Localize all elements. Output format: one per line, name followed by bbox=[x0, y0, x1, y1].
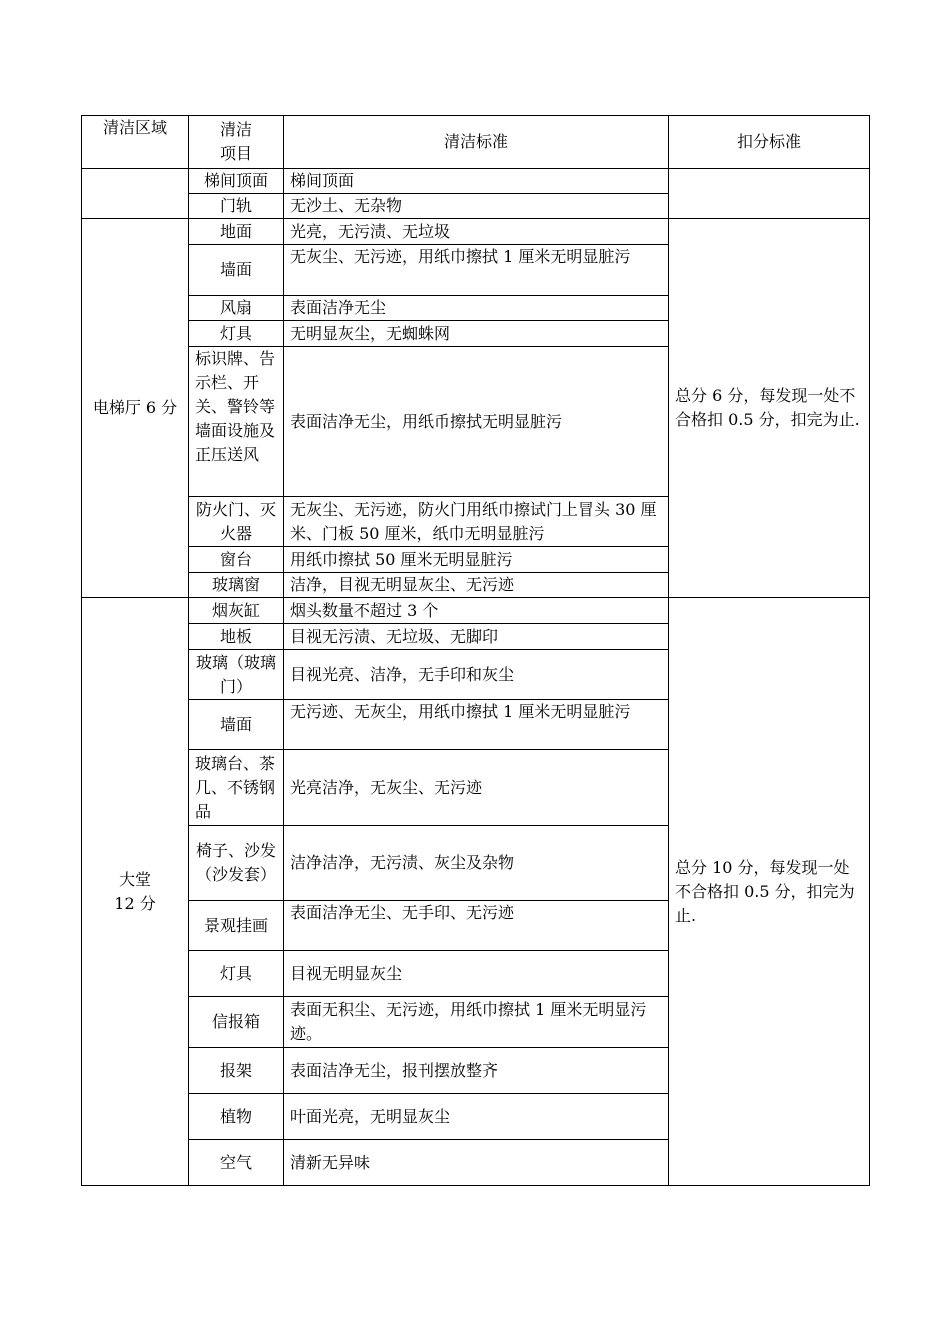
standard-cell: 叶面光亮，无明显灰尘 bbox=[284, 1094, 669, 1140]
standard-cell: 目视光亮、洁净，无手印和灰尘 bbox=[284, 650, 669, 700]
area-cell-stairs bbox=[82, 169, 189, 219]
standard-cell: 洁净，目视无明显灰尘、无污迹 bbox=[284, 573, 669, 598]
standard-cell: 无明显灰尘，无蜘蛛网 bbox=[284, 321, 669, 347]
item-cell: 烟灰缸 bbox=[189, 598, 284, 624]
item-cell: 景观挂画 bbox=[189, 901, 284, 951]
standard-cell: 目视无污渍、无垃圾、无脚印 bbox=[284, 624, 669, 650]
item-cell: 椅子、沙发（沙发套） bbox=[189, 826, 284, 901]
table-row bbox=[82, 598, 870, 624]
item-cell: 梯间顶面 bbox=[189, 169, 284, 194]
area-cell-lobby: 大堂 12 分 bbox=[82, 598, 189, 1186]
standard-cell: 无灰尘、无污迹，防火门用纸巾擦试门上冒头 30 厘米、门板 50 厘米，纸巾无明显脏污 bbox=[284, 497, 669, 547]
item-cell: 植物 bbox=[189, 1094, 284, 1140]
standard-cell: 表面洁净无尘 bbox=[284, 296, 669, 321]
item-cell: 防火门、灭火器 bbox=[189, 497, 284, 547]
header-deduction: 扣分标准 bbox=[669, 116, 870, 169]
standard-cell: 烟头数量不超过 3 个 bbox=[284, 598, 669, 624]
header-standard: 清洁标准 bbox=[284, 116, 669, 169]
item-cell: 地板 bbox=[189, 624, 284, 650]
header-area: 清洁区域 bbox=[82, 116, 189, 169]
item-cell: 灯具 bbox=[189, 321, 284, 347]
standard-cell: 光亮，无污渍、无垃圾 bbox=[284, 219, 669, 245]
header-item: 清洁 项目 bbox=[189, 116, 284, 169]
item-cell: 墙面 bbox=[189, 245, 284, 296]
table-row bbox=[82, 219, 870, 245]
standard-cell: 无污迹、无灰尘，用纸巾擦拭 1 厘米无明显脏污 bbox=[284, 700, 669, 750]
standard-cell: 光亮洁净，无灰尘、无污迹 bbox=[284, 750, 669, 826]
standard-cell: 梯间顶面 bbox=[284, 169, 669, 194]
standard-cell: 用纸巾擦拭 50 厘米无明显脏污 bbox=[284, 547, 669, 573]
standard-cell: 无灰尘、无污迹，用纸巾擦拭 1 厘米无明显脏污 bbox=[284, 245, 669, 296]
standard-cell: 无沙土、无杂物 bbox=[284, 194, 669, 219]
standard-cell: 目视无明显灰尘 bbox=[284, 951, 669, 997]
item-cell: 风扇 bbox=[189, 296, 284, 321]
item-cell: 地面 bbox=[189, 219, 284, 245]
standard-cell: 清新无异味 bbox=[284, 1140, 669, 1186]
table-row bbox=[82, 169, 870, 194]
item-cell: 玻璃台、茶几、不锈钢品 bbox=[189, 750, 284, 826]
item-cell: 窗台 bbox=[189, 547, 284, 573]
item-cell: 报架 bbox=[189, 1048, 284, 1094]
item-cell: 玻璃窗 bbox=[189, 573, 284, 598]
deduction-cell-elevator: 总分 6 分，每发现一处不合格扣 0.5 分，扣完为止. bbox=[669, 219, 870, 598]
table-header-row bbox=[82, 116, 870, 169]
cleaning-standards-table bbox=[81, 115, 870, 1186]
standard-cell: 表面洁净无尘、无手印、无污迹 bbox=[284, 901, 669, 951]
deduction-cell-stairs bbox=[669, 169, 870, 219]
standard-cell: 洁净洁净，无污渍、灰尘及杂物 bbox=[284, 826, 669, 901]
deduction-cell-lobby: 总分 10 分，每发现一处不合格扣 0.5 分，扣完为止. bbox=[669, 598, 870, 1186]
item-cell: 信报箱 bbox=[189, 997, 284, 1048]
standard-cell: 表面无积尘、无污迹，用纸巾擦拭 1 厘米无明显污迹。 bbox=[284, 997, 669, 1048]
item-cell: 玻璃（玻璃门） bbox=[189, 650, 284, 700]
item-cell: 墙面 bbox=[189, 700, 284, 750]
item-cell: 门轨 bbox=[189, 194, 284, 219]
area-cell-elevator: 电梯厅 6 分 bbox=[82, 219, 189, 598]
item-cell: 灯具 bbox=[189, 951, 284, 997]
standard-cell: 表面洁净无尘，报刊摆放整齐 bbox=[284, 1048, 669, 1094]
item-cell: 空气 bbox=[189, 1140, 284, 1186]
item-cell: 标识牌、告示栏、开关、警铃等墙面设施及正压送风 bbox=[189, 347, 284, 497]
standard-cell: 表面洁净无尘，用纸币擦拭无明显脏污 bbox=[284, 347, 669, 497]
